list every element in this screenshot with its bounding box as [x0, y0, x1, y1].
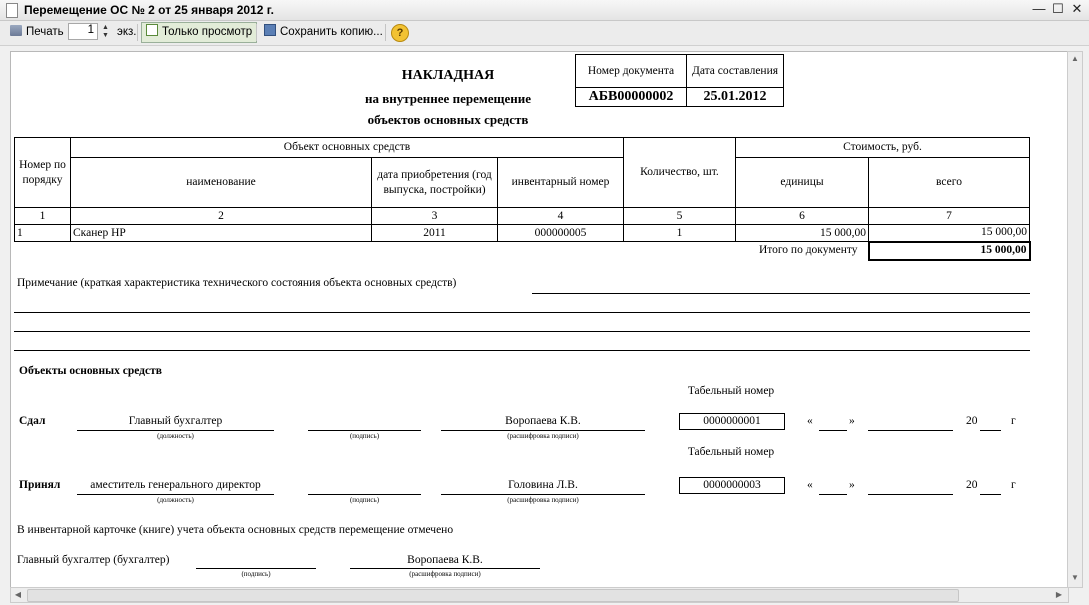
took-tab-number: 0000000003: [679, 477, 785, 494]
document-icon: [6, 3, 18, 18]
header-object: Объект основных средств: [71, 138, 624, 158]
header-total-cost: всего: [869, 158, 1030, 208]
year-line: [980, 494, 1001, 495]
scroll-down-icon[interactable]: ▼: [1071, 573, 1079, 582]
gave-position: Главный бухгалтер: [128, 415, 223, 427]
decode-caption: (расшифровка подписи): [507, 432, 579, 440]
day-line: [819, 494, 847, 495]
table-row: [15, 225, 1030, 242]
help-button[interactable]: ?: [391, 24, 409, 42]
header-acq-date: дата приобретения (год выпуска, постройки): [372, 158, 498, 208]
note-label: Примечание (краткая характеристика технического состояния объекта основных средств): [17, 277, 457, 289]
signature-caption: (подпись): [241, 570, 271, 578]
doc-number-header: Номер документа: [576, 55, 687, 88]
year-prefix: 20: [966, 479, 978, 491]
row-name: Сканер HP: [71, 225, 372, 242]
month-line: [868, 430, 953, 431]
month-line: [868, 494, 953, 495]
signature-line: [441, 494, 645, 495]
total-value: 15 000,00: [869, 242, 1030, 260]
quote-close: »: [849, 415, 855, 427]
row-inv: 000000005: [498, 225, 624, 242]
chief-label: Главный бухгалтер (бухгалтер): [17, 554, 170, 566]
signature-line: [441, 430, 645, 431]
scroll-up-icon[interactable]: ▲: [1071, 54, 1079, 63]
tab-number-label: Табельный номер: [687, 385, 775, 397]
items-table: [14, 137, 1031, 261]
column-numbers-row: [15, 208, 1030, 225]
close-icon[interactable]: ✕: [1071, 1, 1083, 16]
chief-name: Воропаева К.В.: [407, 554, 483, 566]
print-button[interactable]: [6, 23, 68, 42]
doc-number-table: [575, 54, 784, 107]
doc-title: НАКЛАДНАЯ: [401, 68, 495, 83]
print-label: Печать: [26, 26, 64, 38]
decode-caption: (расшифровка подписи): [409, 570, 481, 578]
gave-tab-number: 0000000001: [679, 413, 785, 430]
header-qty: Количество, шт.: [624, 138, 736, 208]
view-only-button[interactable]: [141, 22, 257, 43]
gave-name: Воропаева К.В.: [505, 415, 581, 427]
window-title-bar: [0, 0, 1089, 21]
doc-number: АБВ00000002: [576, 88, 687, 107]
signature-caption: (подпись): [349, 496, 380, 504]
row-num: 1: [15, 225, 71, 242]
signature-line: [77, 494, 274, 495]
toolbar-separator: [385, 24, 386, 41]
row-year: 2011: [372, 225, 498, 242]
quote-close: »: [849, 479, 855, 491]
tab-number-label: Табельный номер: [687, 446, 775, 458]
save-copy-label: Сохранить копию...: [280, 26, 383, 38]
quote-open: «: [807, 479, 813, 491]
vertical-scrollbar[interactable]: [1067, 51, 1083, 588]
signature-line: [308, 494, 421, 495]
note-line: [532, 293, 1030, 294]
document-page: [10, 51, 1068, 588]
view-only-label: Только просмотр: [162, 26, 253, 38]
inventory-note: В инвентарной карточке (книге) учета объекта основных средств перемещение отмечено: [17, 524, 454, 536]
day-line: [819, 430, 847, 431]
doc-subtitle-2: объектов основных средств: [367, 112, 529, 127]
copies-unit: экз.: [117, 26, 137, 38]
year-suffix: г: [1011, 479, 1016, 491]
total-label: Итого по документу: [758, 244, 858, 257]
note-line: [14, 331, 1030, 332]
note-line: [14, 312, 1030, 313]
header-num: Номер по порядку: [15, 138, 71, 208]
col-num: 7: [869, 208, 1030, 225]
save-copy-button[interactable]: [260, 23, 387, 42]
doc-subtitle-1: на внутреннее перемещение: [365, 91, 531, 106]
copies-input[interactable]: 1: [68, 23, 98, 40]
header-cost: Стоимость, руб.: [736, 138, 1030, 158]
quote-open: «: [807, 415, 813, 427]
year-line: [980, 430, 1001, 431]
col-num: 1: [15, 208, 71, 225]
year-suffix: г: [1011, 415, 1016, 427]
toolbar-separator: [137, 24, 138, 41]
edit-lock-icon: [146, 24, 158, 36]
gave-label: Сдал: [19, 415, 46, 427]
col-num: 5: [624, 208, 736, 225]
header-unit-cost: единицы: [736, 158, 869, 208]
scroll-left-icon[interactable]: ◀: [14, 590, 22, 599]
scroll-thumb[interactable]: [27, 589, 959, 602]
col-num: 4: [498, 208, 624, 225]
printer-icon: [10, 25, 22, 36]
toolbar-separator: [256, 24, 257, 41]
horizontal-scrollbar[interactable]: [10, 587, 1069, 603]
toolbar: [0, 21, 1089, 46]
took-label: Принял: [19, 479, 61, 491]
objects-header: Объекты основных средств: [19, 365, 162, 377]
position-caption: (должность): [157, 432, 194, 440]
signature-line: [350, 568, 540, 569]
minimize-icon[interactable]: —: [1032, 1, 1046, 16]
decode-caption: (расшифровка подписи): [507, 496, 579, 504]
save-icon: [264, 24, 276, 36]
note-line: [14, 350, 1030, 351]
year-prefix: 20: [966, 415, 978, 427]
position-caption: (должность): [157, 496, 194, 504]
col-num: 6: [736, 208, 869, 225]
row-unit-cost: 15 000,00: [736, 225, 869, 242]
row-qty: 1: [624, 225, 736, 242]
col-num: 2: [71, 208, 372, 225]
doc-date: 25.01.2012: [687, 88, 784, 107]
signature-line: [77, 430, 274, 431]
signature-line: [196, 568, 316, 569]
col-num: 3: [372, 208, 498, 225]
took-position: аместитель генерального директор: [90, 479, 261, 491]
signature-line: [308, 430, 421, 431]
header-name: наименование: [71, 158, 372, 208]
maximize-icon[interactable]: ☐: [1052, 1, 1064, 16]
window-title: Перемещение ОС № 2 от 25 января 2012 г.: [24, 3, 274, 17]
scroll-right-icon[interactable]: ▶: [1055, 590, 1063, 599]
signature-caption: (подпись): [349, 432, 380, 440]
header-inv-number: инвентарный номер: [498, 158, 624, 208]
row-total-cost: 15 000,00: [869, 225, 1030, 242]
copies-spinner[interactable]: ▲ ▼: [102, 23, 109, 39]
doc-date-header: Дата составления: [687, 55, 784, 88]
took-name: Головина Л.В.: [508, 479, 578, 491]
